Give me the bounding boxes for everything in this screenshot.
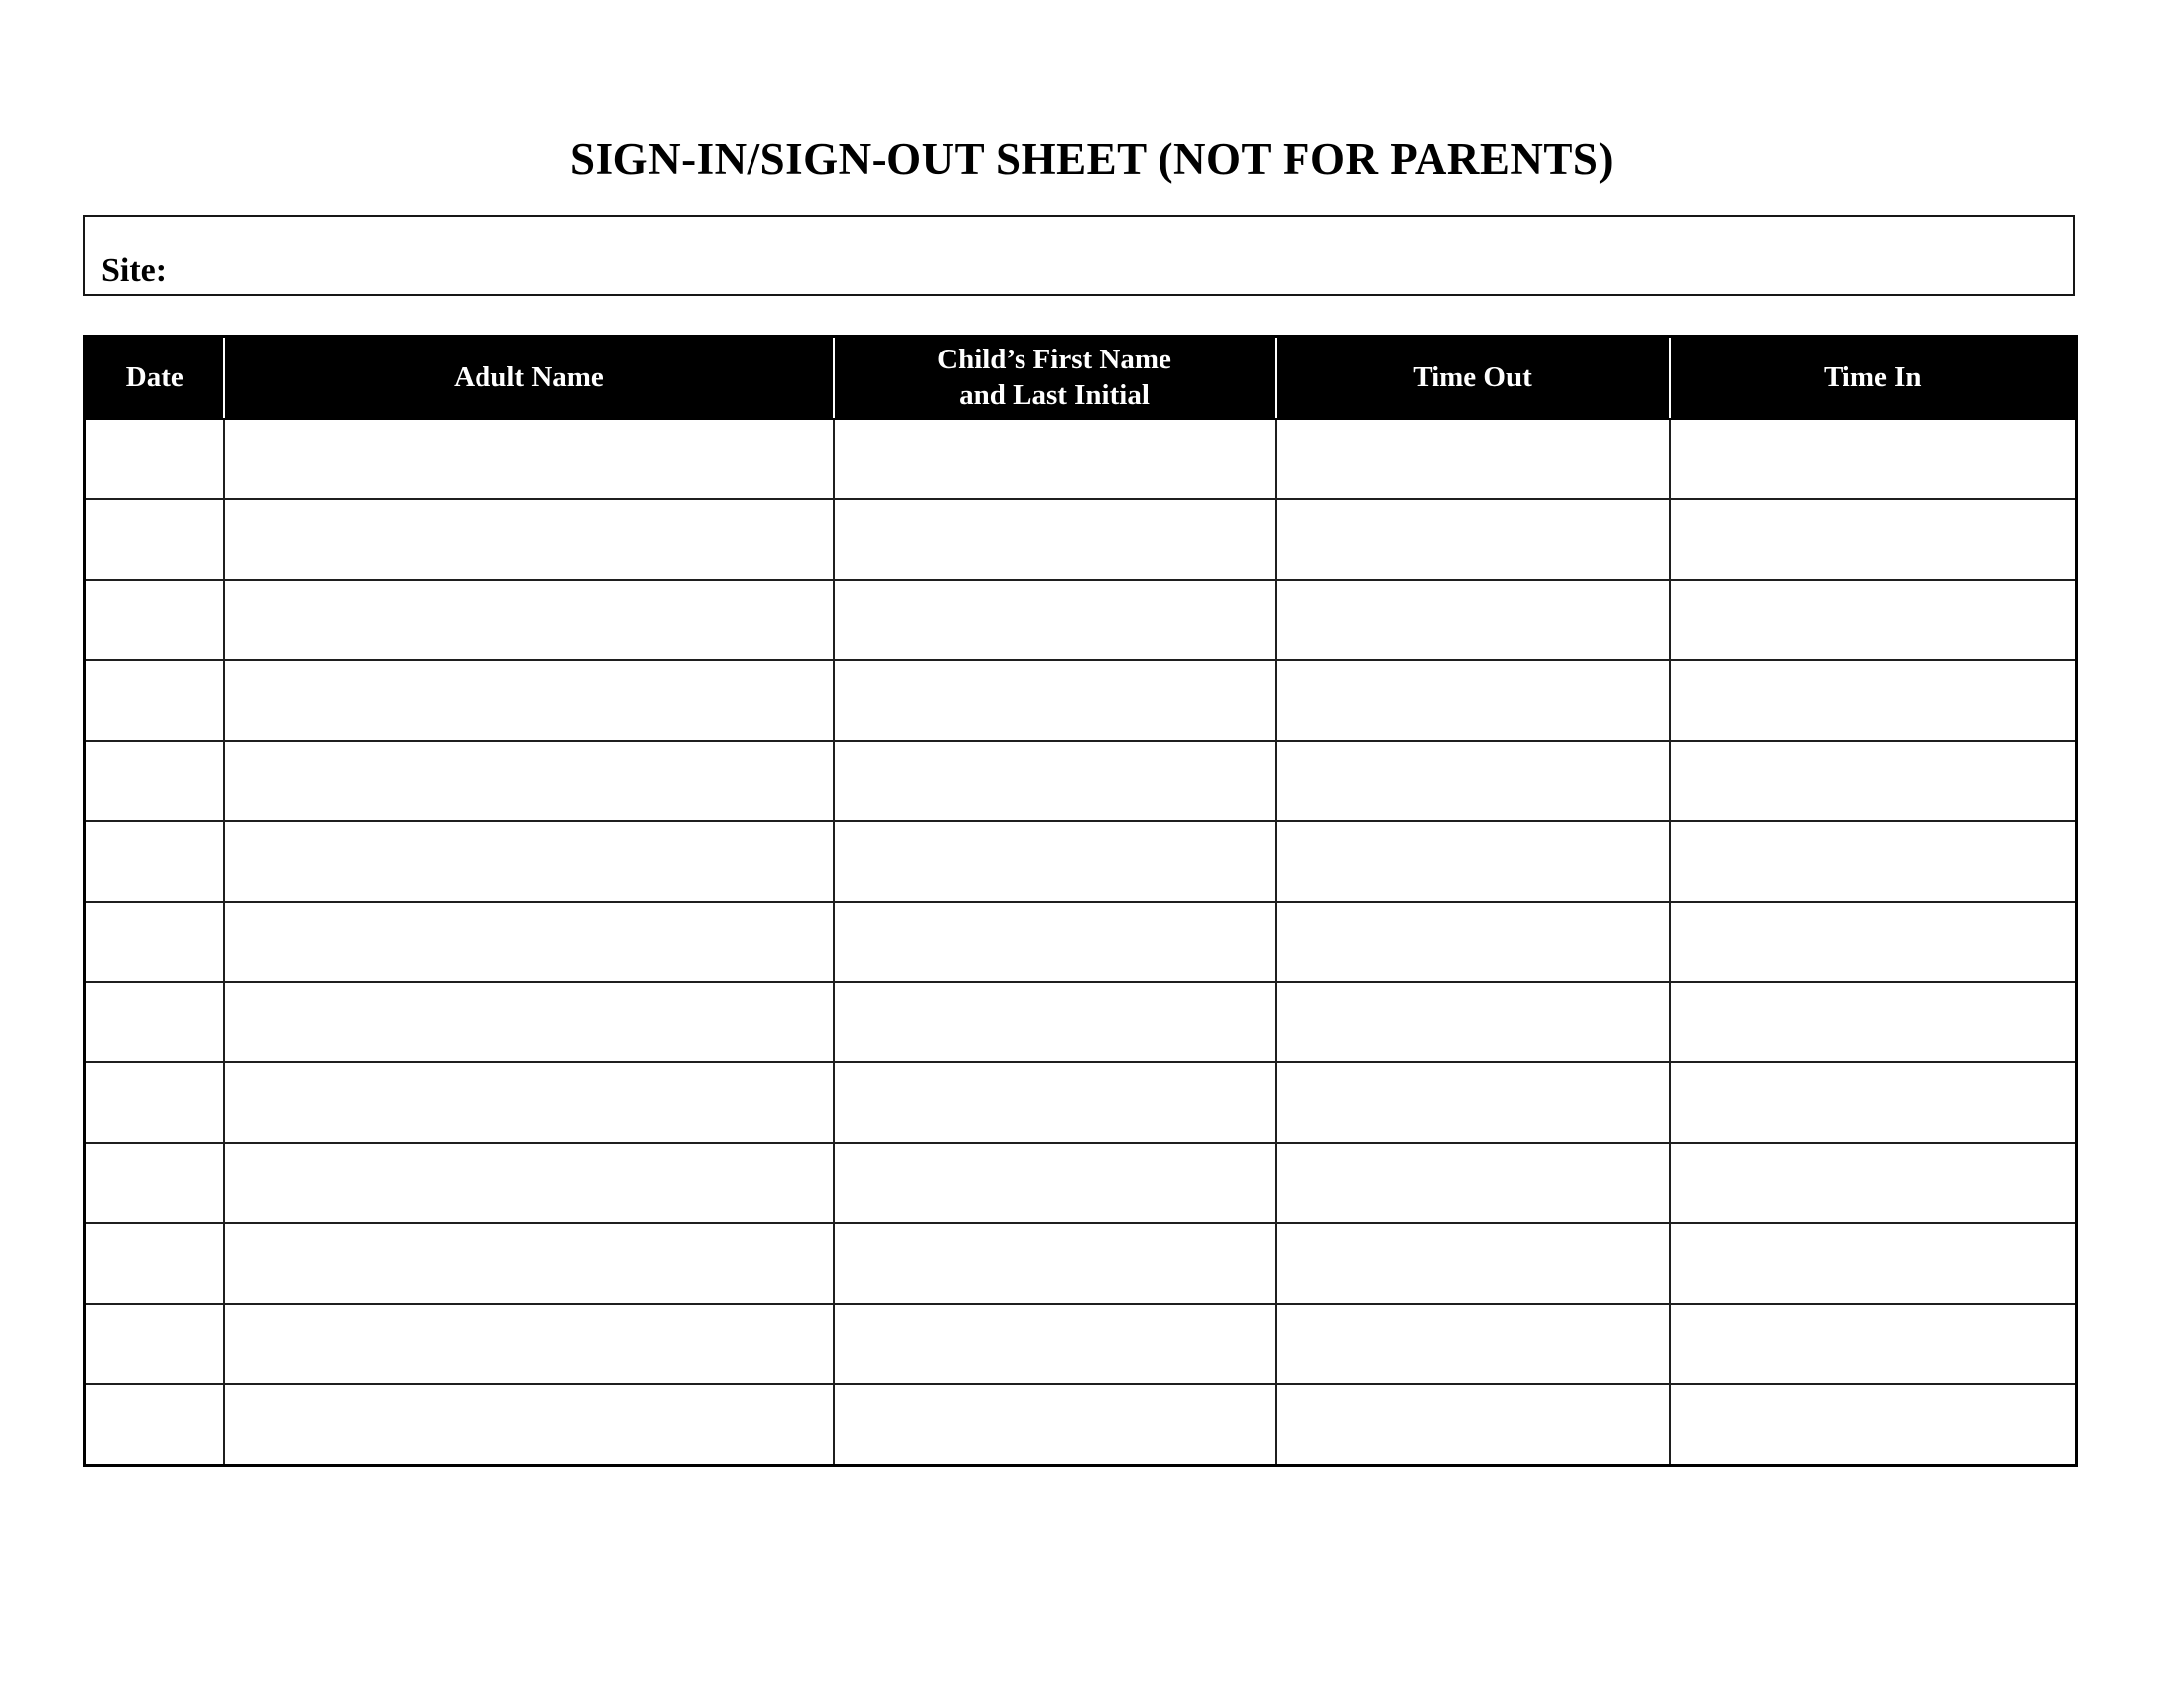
table-row: [85, 1384, 2077, 1465]
column-header-date-label: Date: [125, 361, 184, 394]
empty-cell[interactable]: [85, 660, 224, 741]
empty-cell[interactable]: [1276, 1223, 1670, 1304]
empty-cell[interactable]: [1670, 1062, 2077, 1143]
empty-cell[interactable]: [85, 580, 224, 660]
empty-cell[interactable]: [224, 1062, 834, 1143]
empty-cell[interactable]: [224, 580, 834, 660]
column-header-time-out-label: Time Out: [1413, 361, 1532, 394]
column-header-time-in: [1670, 337, 2077, 419]
table-row: [85, 1223, 2077, 1304]
empty-cell[interactable]: [224, 1304, 834, 1384]
empty-cell[interactable]: [224, 1223, 834, 1304]
empty-cell[interactable]: [1670, 902, 2077, 982]
empty-cell[interactable]: [1670, 821, 2077, 902]
column-header-adult-name-label: Adult Name: [454, 361, 604, 394]
empty-cell[interactable]: [834, 1384, 1276, 1465]
empty-cell[interactable]: [85, 1384, 224, 1465]
site-label: Site:: [101, 252, 168, 290]
table-row: [85, 821, 2077, 902]
empty-cell[interactable]: [85, 419, 224, 499]
empty-cell[interactable]: [1276, 1384, 1670, 1465]
empty-cell[interactable]: [1276, 1143, 1670, 1223]
empty-cell[interactable]: [1670, 1143, 2077, 1223]
site-field-box: [83, 215, 2075, 296]
empty-cell[interactable]: [834, 499, 1276, 580]
empty-cell[interactable]: [85, 902, 224, 982]
empty-cell[interactable]: [1670, 741, 2077, 821]
empty-cell[interactable]: [834, 419, 1276, 499]
empty-cell[interactable]: [85, 1304, 224, 1384]
empty-cell[interactable]: [1670, 580, 2077, 660]
empty-cell[interactable]: [834, 660, 1276, 741]
empty-cell[interactable]: [1670, 660, 2077, 741]
sign-in-out-table: [83, 335, 2078, 1467]
table-row: [85, 580, 2077, 660]
empty-cell[interactable]: [1670, 419, 2077, 499]
empty-cell[interactable]: [834, 741, 1276, 821]
column-header-time-out: [1276, 337, 1670, 419]
empty-cell[interactable]: [85, 982, 224, 1062]
empty-cell[interactable]: [224, 499, 834, 580]
empty-cell[interactable]: [224, 821, 834, 902]
table-header-row: [85, 337, 2077, 419]
column-header-child-name-line2: and Last Initial: [959, 379, 1150, 412]
empty-cell[interactable]: [224, 982, 834, 1062]
empty-cell[interactable]: [1276, 419, 1670, 499]
empty-cell[interactable]: [85, 1062, 224, 1143]
empty-cell[interactable]: [224, 1384, 834, 1465]
column-header-time-in-label: Time In: [1823, 361, 1922, 394]
empty-cell[interactable]: [834, 1223, 1276, 1304]
empty-cell[interactable]: [224, 660, 834, 741]
table-row: [85, 660, 2077, 741]
empty-cell[interactable]: [224, 419, 834, 499]
empty-cell[interactable]: [224, 1143, 834, 1223]
page-title: SIGN-IN/SIGN-OUT SHEET (NOT FOR PARENTS): [570, 134, 1614, 184]
empty-cell[interactable]: [1276, 982, 1670, 1062]
table-row: [85, 1143, 2077, 1223]
table-row: [85, 499, 2077, 580]
empty-cell[interactable]: [85, 1143, 224, 1223]
empty-cell[interactable]: [834, 982, 1276, 1062]
empty-cell[interactable]: [1276, 1062, 1670, 1143]
table-row: [85, 1304, 2077, 1384]
empty-cell[interactable]: [1276, 580, 1670, 660]
empty-cell[interactable]: [1276, 1304, 1670, 1384]
column-header-date: [85, 337, 224, 419]
empty-cell[interactable]: [834, 1304, 1276, 1384]
empty-cell[interactable]: [224, 741, 834, 821]
table-row: [85, 982, 2077, 1062]
column-header-adult-name: [224, 337, 834, 419]
empty-cell[interactable]: [834, 821, 1276, 902]
empty-cell[interactable]: [1670, 1223, 2077, 1304]
empty-cell[interactable]: [85, 499, 224, 580]
table-row: [85, 1062, 2077, 1143]
empty-cell[interactable]: [834, 580, 1276, 660]
empty-cell[interactable]: [1670, 499, 2077, 580]
empty-cell[interactable]: [1670, 1384, 2077, 1465]
empty-cell[interactable]: [85, 821, 224, 902]
table-body: [85, 419, 2077, 1466]
empty-cell[interactable]: [1276, 660, 1670, 741]
empty-cell[interactable]: [834, 1062, 1276, 1143]
empty-cell[interactable]: [1276, 821, 1670, 902]
empty-cell[interactable]: [85, 741, 224, 821]
table-row: [85, 741, 2077, 821]
table-row: [85, 902, 2077, 982]
empty-cell[interactable]: [1276, 741, 1670, 821]
empty-cell[interactable]: [224, 902, 834, 982]
empty-cell[interactable]: [1276, 499, 1670, 580]
column-header-child-name-line1: Child’s First Name: [937, 344, 1171, 376]
empty-cell[interactable]: [1670, 982, 2077, 1062]
empty-cell[interactable]: [834, 1143, 1276, 1223]
empty-cell[interactable]: [1276, 902, 1670, 982]
table-row: [85, 419, 2077, 499]
empty-cell[interactable]: [1670, 1304, 2077, 1384]
empty-cell[interactable]: [85, 1223, 224, 1304]
site-value-blank[interactable]: [181, 253, 2063, 289]
empty-cell[interactable]: [834, 902, 1276, 982]
column-header-child-name: [834, 337, 1276, 419]
